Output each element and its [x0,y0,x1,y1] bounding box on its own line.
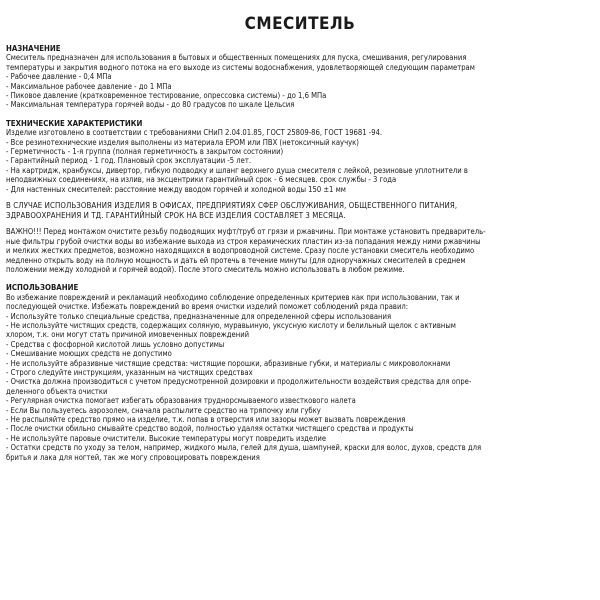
purpose-line: Смеситель предназначен для использования в бытовых и общественных помещениях для пуска, смешивания, регулирования [6,53,467,63]
specs-line: Изделие изготовлено в соответствии с требованиями СНиП 2.04.01.85, ГОСТ 25809-86, ГОСТ 19681 -94. [6,128,383,138]
usage-item: - Остатки средств по уходу за телом, например, жидкого мыла, гелей для душа, шампуней, краски для волос, духов, средств для [6,443,482,453]
usage-item: - Средства с фосфорной кислотой лишь условно допустимы [6,339,225,349]
usage-item: хлором, т.к. они могут стать причиной имовеченных повреждений [6,330,250,340]
specs-heading: ТЕХНИЧЕСКИЕ ХАРАКТЕРИСТИКИ [6,118,143,128]
specs-item: - Все резинотехнические изделия выполнены из материала EPOM или ПВХ (нетоксичный каучук) [6,137,359,147]
purpose-section [6,44,594,110]
usage-heading: ИСПОЛЬЗОВАНИЕ [6,283,79,293]
important-line: ные фильтры грубой очистки воды во избежание выхода из строя керамических пластин из-за попадания между ними ржавчины [6,236,481,246]
usage-item: - Строго следуйте инструкциям, указанным на чистящих средствах [6,367,253,377]
usage-item: - Не используйте чистящих средств, содержащих соляную, муравьиную, уксусную кислоту и белильный щелок с активным [6,320,456,330]
usage-item: - Регулярная очистка помогает избегать образования труднорсмываемого известкового налета [6,396,356,406]
usage-line: Во избежание повреждений и рекламаций необходимо соблюдение определенных критериев как при использовании, так и [6,292,460,302]
usage-item: - Используйте только специальные средства, предназначенные для определенной сферы использования [6,311,392,321]
specs-item: - Гарантийный период - 1 год. Плановый срок эксплуатации -5 лет. [6,156,252,166]
specs-item: - На картридж, кранбуксы, дивертор, гибкую подводку и шланг верхнего душа смесителя с лейкой, резиновые уплотнители в [6,165,468,175]
office-notice-line: ЗДРАВООХРАНЕНИЯ И ТД. ГАРАНТИЙНЫЙ СРОК НА ВСЕ ИЗДЕЛИЯ СОСТАВЛЯЕТ 3 МЕСЯЦА. [6,210,346,220]
usage-item: - Не используйте паровые очистители. Высокие температуры могут повредить изделие [6,433,327,443]
important-line: медленно открыть воду на полную мощность и дать ей протечь в течение минуты (для одноручажных смесителей в среднем [6,255,466,265]
office-notice [6,201,594,220]
usage-item: деленного объекта очистки [6,386,108,396]
purpose-line: температуры и закрытия водного потока на его выходе из системы водоснабжения, удовлетворяющей следующим параметрам [6,62,475,72]
specs-section [6,119,594,194]
office-notice-line: В СЛУЧАЕ ИСПОЛЬЗОВАНИЯ ИЗДЕЛИЯ В ОФИСАХ, ПРЕДПРИЯТИЯХ СФЕР ОБСЛУЖИВАНИЯ, ОБЩЕСТВЕННОГО ПИТАНИЯ, [6,201,458,211]
important-line: ВАЖНО!!! Перед монтажом очистите резьбу подводящих муфт/труб от грязи и ржавчины. При монтаже установить предваритель- [6,227,486,237]
usage-item: - Смешивание моющих средств не допустимо [6,349,172,359]
specs-item: неподвижных соединениях, на излив, на эксцентрики гарантийный срок - 6 месяцев. срок службы - 3 года [6,175,397,185]
usage-item: - Очистка должна производиться с учетом предусмотренной дозировки и продолжительности воздействия средства для опре- [6,377,472,387]
usage-item: - Не используйте абразивные чистящие средства: чистящие порошки, абразивные губки, и материалы с микроволокнами [6,358,451,368]
usage-item: - Если Вы пользуетесь аэрозолем, сначала распылите средство на тряпочку или губку [6,405,321,415]
usage-line: последующей очистке. Избежать повреждений во время очистки изделий поможет соблюдений ряда правил: [6,302,409,312]
purpose-item: - Пиковое давление (кратковременное тестирование, опрессовка системы) - до 1,6 МПа [6,91,327,101]
usage-item: - Не распыляйте средство прямо на изделие, т.к. попав в отверстия или зазоры может вызвать повреждения [6,415,406,424]
important-line: и мелких жестких предметов, возможно находящихся в водопроводной системе. Сразу после установки смеситель необходимо [6,246,475,256]
important-line: положении между холодной и горячей водой). После этого смеситель можно использовать в любом режиме. [6,264,405,274]
purpose-heading: НАЗНАЧЕНИЕ [6,44,61,53]
specs-item: - Для настенных смесителей: расстояние между вводом горячей и холодной воды 150 ±1 мм [6,184,346,194]
specs-item: - Герметичность - 1-я группа (полная герметичность в закрытом состоянии) [6,147,284,157]
important-notice [6,227,594,274]
usage-section [6,283,594,462]
purpose-item: - Максимальная температура горячей воды - до 80 градусов по шкале Цельсия [6,100,295,110]
purpose-item: - Максимальное рабочее давление - до 1 МПа [6,81,172,91]
document-title: СМЕСИТЕЛЬ [244,14,356,34]
usage-item: - После очистки обильно смывайте средство водой, полностью удаляя остатки чистящего средства и продукты [6,424,414,434]
purpose-item: - Рабочее давление - 0,4 МПа [6,72,112,82]
usage-item: бритья и лака для ногтей, так же могу спровоцировать повреждения [6,452,260,462]
